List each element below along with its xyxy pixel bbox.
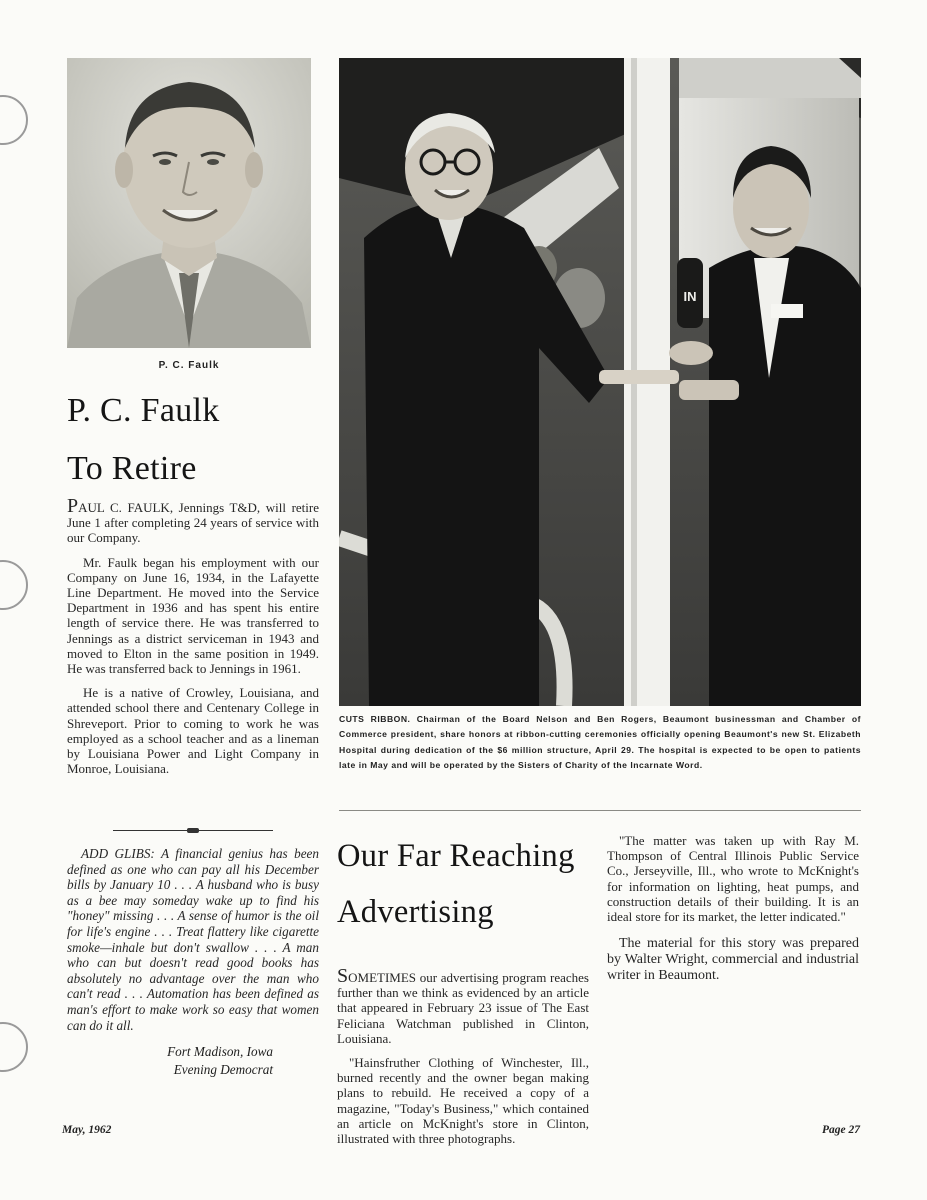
advertising-headline-line2: Advertising	[337, 894, 494, 930]
article-body	[67, 495, 319, 777]
binder-hole-top	[0, 95, 28, 145]
advertising-column-right	[607, 833, 859, 984]
article-headline-line2: To Retire	[67, 450, 197, 487]
article-headline-line1: P. C. Faulk	[67, 392, 220, 429]
advertising-drop-cap: S	[337, 965, 349, 987]
add-glibs-box	[67, 846, 319, 1079]
article-paragraph-3: He is a native of Crowley, Louisiana, and attended school there and Centenary College in Shreveport. Prior to coming to work he was employed as a school teacher and as a lineman by Louisiana Power and Light Company in Monroe, Louisiana.	[67, 685, 319, 777]
portrait-caption: P. C. Faulk	[158, 360, 220, 371]
footer-date: May, 1962	[62, 1124, 112, 1136]
article-paragraph-2: Mr. Faulk began his employment with our Company on June 16, 1934, in the Lafayette Line Department. He moved into the Service Department in 1936 and has spent his entire length of service there. He was transferred to Jennings as a district serviceman in 1943 and moved to Elton in the same position in 1949. He was transferred back to Jennings in 1961.	[67, 554, 319, 677]
ornamental-divider	[113, 828, 273, 834]
advertising-paragraph-1: SOMETIMES our advertising program reaches further than we think as evidenced by an article that appeared in February 23 issue of The East Feliciana Watchman published in Clinton, Louisiana.	[337, 965, 589, 1046]
photo-caption: CUTS RIBBON. Chairman of the Board Nelson and Ben Rogers, Beaumont businessman and Chamber of Commerce president, share honors at ribbon-cutting ceremonies officially opening Beaumont's new St. Elizabeth Hospital during dedication of the $6 million structure, April 29. The hospital is expected to be open to patients late in May and will be operated by the Sisters of Charity of the Incarnate Word.	[339, 714, 861, 771]
footer-page-number: Page 27	[821, 1124, 860, 1136]
portrait-photo	[67, 58, 311, 348]
door-sign: IN	[683, 289, 697, 304]
glibs-source-paper: Evening Democrat	[173, 1062, 273, 1078]
ribbon-cutting-photo	[339, 58, 861, 706]
binder-hole-bottom	[0, 1022, 28, 1072]
binder-hole-middle	[0, 560, 28, 610]
advertising-paragraph-4: The material for this story was prepared by Walter Wright, commercial and industrial writer in Beaumont.	[607, 936, 859, 984]
advertising-column-left	[337, 965, 589, 1147]
glibs-source-city: Fort Madison, Iowa	[167, 1044, 273, 1060]
advertising-paragraph-2: "Hainsfruther Clothing of Winchester, Ill., burned recently and the owner began making plans to rebuild. He received a copy of a magazine, "Today's Business," which contained an article on McKnight's store in Clinton, illustrated with three photographs.	[337, 1055, 589, 1147]
advertising-paragraph-3: "The matter was taken up with Ray M. Thompson of Central Illinois Public Service Co., Jerseyville, Ill., who wrote to McKnight's for information on lighting, heat pumps, and construction details of their building. It is an ideal store for its market, the letter indicated."	[607, 833, 859, 925]
article-paragraph-1: PAUL C. FAULK, Jennings T&D, will retire June 1 after completing 24 years of service with our Company.	[67, 495, 319, 546]
drop-cap: P	[67, 495, 79, 517]
section-divider-rule	[339, 810, 861, 811]
add-glibs-text: ADD GLIBS: A financial genius has been defined as one who can pay all his December bills by January 10 . . . A husband who is busy as a bee may someday wake up to find his "honey" missing . . . A sense of humor is the oil for life's engine . . . Treat flattery like cigarette smoke—inhale but don't swallow . . . A man who can but doesn't read good books has absolutely no advantage over the man who can't read . . . Automation has been defined as man's effort to make work so easy that women can do it all.	[67, 846, 319, 1033]
advertising-headline-line1: Our Far Reaching	[337, 838, 575, 874]
